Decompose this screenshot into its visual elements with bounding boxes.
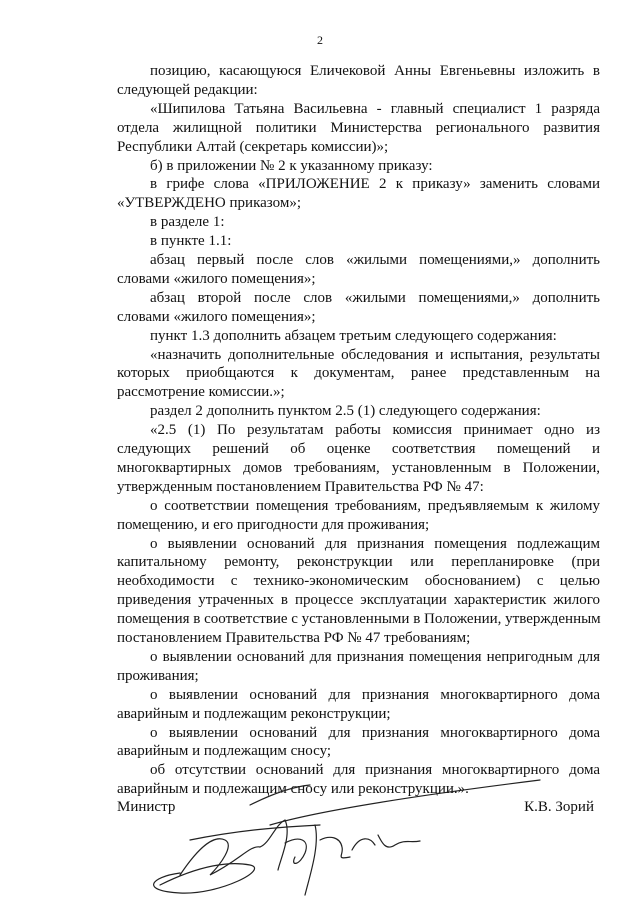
text-line: словами «жилого помещения»;	[117, 308, 316, 325]
text-line: следующей редакции:	[117, 81, 258, 98]
text-line: о выявлении оснований для признания многоквартирного дома	[150, 724, 600, 741]
text-line: аварийным и подлежащим сносу;	[117, 743, 332, 760]
text-line: аварийным и подлежащим реконструкции;	[117, 705, 391, 722]
text-line: утвержденным постановлением Правительства РФ № 47:	[117, 478, 484, 495]
text-line: «Шипилова Татьяна Васильевна - главный специалист 1 разряда	[150, 100, 600, 117]
text-line: многоквартирных домов требованиям, установленным в Положении,	[117, 459, 600, 476]
text-line: аварийным и подлежащим сносу или реконструкции.».	[117, 781, 469, 798]
text-line: пункт 1.3 дополнить абзацем третьим следующего содержания:	[150, 327, 557, 344]
text-line: позицию, касающуюся Еличековой Анны Евгеньевны изложить в	[150, 63, 600, 79]
text-line: абзац первый после слов «жилыми помещениями,» дополнить	[150, 252, 600, 268]
text-line: абзац второй после слов «жилыми помещениями,» дополнить	[150, 289, 600, 306]
text-line: рассмотрение комиссии.»;	[117, 384, 285, 401]
text-line: об отсутствии оснований для признания многоквартирного дома	[150, 762, 600, 779]
text-line: о соответствии помещения требованиям, предъявляемым к жилому	[150, 497, 600, 514]
text-line: раздел 2 дополнить пунктом 2.5 (1) следующего содержания:	[150, 403, 541, 420]
text-line: в разделе 1:	[150, 214, 225, 231]
text-line: необходимости с технико-экономическим обоснованием) с целью	[117, 573, 600, 590]
text-line: о выявлении оснований для признания помещения непригодным для	[150, 648, 600, 665]
text-line: Республики Алтай (секретарь комиссии)»;	[117, 138, 389, 155]
text-line: отдела жилищной политики Министерства регионального развития	[117, 119, 600, 136]
handwritten-signature	[120, 765, 580, 905]
text-line: «УТВЕРЖДЕНО приказом»;	[117, 195, 301, 212]
signatory-name: К.В. Зорий	[524, 799, 594, 815]
text-line: помещению, и его пригодности для проживания;	[117, 516, 430, 533]
text-line: о выявлении оснований для признания многоквартирного дома	[150, 686, 600, 703]
text-line: «2.5 (1) По результатам работы комиссия принимает одно из	[150, 422, 600, 439]
text-line: которых приобщаются к документам, ранее представленным на	[117, 365, 600, 382]
text-line: помещения в соответствие с установленными в Положении, утвержденным	[117, 611, 601, 628]
text-line: в пункте 1.1:	[150, 233, 232, 250]
text-line: проживания;	[117, 667, 199, 684]
text-line: о выявлении оснований для признания помещения подлежащим	[150, 535, 600, 552]
text-line: постановлением Правительства РФ № 47 требованиям;	[117, 630, 471, 646]
text-line: словами «жилого помещения»;	[117, 270, 316, 287]
text-line: в грифе слова «ПРИЛОЖЕНИЕ 2 к приказу» заменить словами	[150, 176, 600, 193]
text-line: следующих решений об оценке соответствия помещений и	[117, 441, 600, 457]
text-line: капитальному ремонту, реконструкции или перепланировке (при	[117, 554, 600, 571]
signatory-position: Министр	[117, 799, 176, 815]
page-number: 2	[317, 33, 323, 47]
text-line: приведения утраченных в процессе эксплуатации характеристик жилого	[117, 592, 600, 609]
text-line: «назначить дополнительные обследования и испытания, результаты	[150, 346, 600, 363]
text-line: б) в приложении № 2 к указанному приказу:	[150, 157, 433, 174]
